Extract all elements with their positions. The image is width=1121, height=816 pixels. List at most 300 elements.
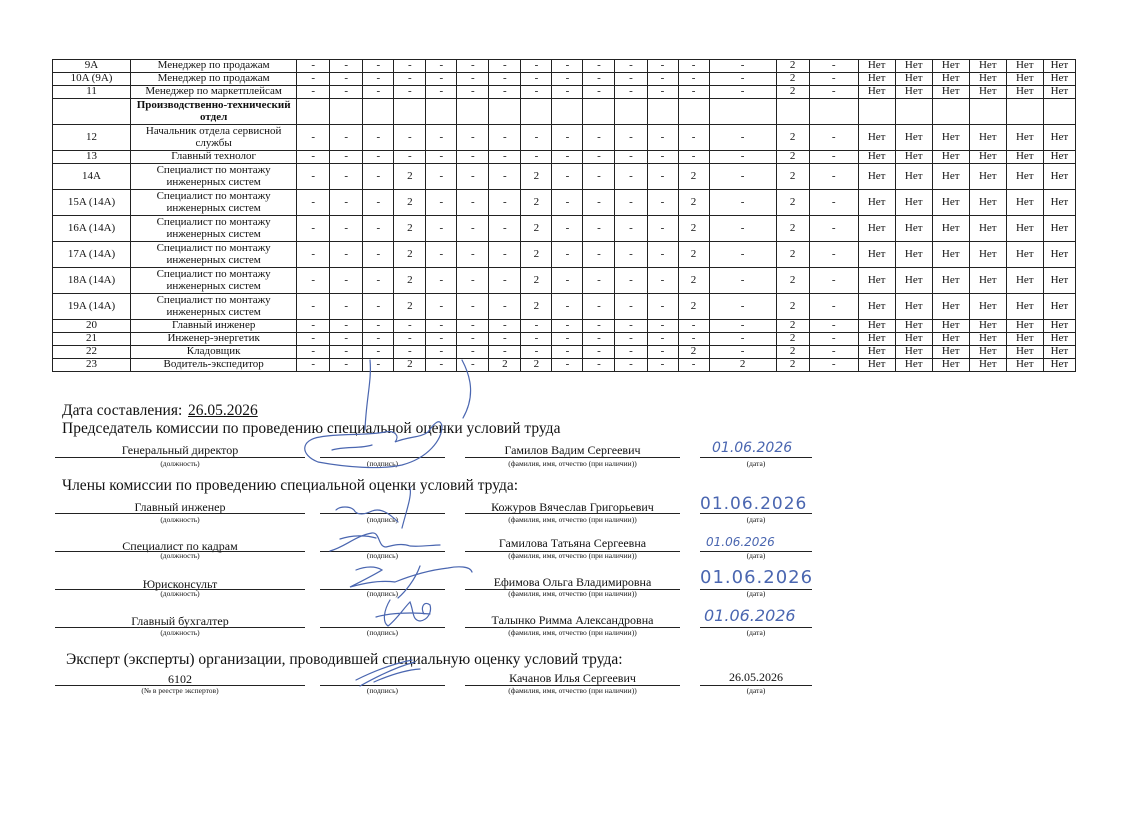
- table-cell: -: [709, 164, 776, 190]
- table-cell: -: [297, 164, 330, 190]
- table-cell: 2: [521, 359, 552, 372]
- table-cell: -: [647, 294, 678, 320]
- table-cell: Нет: [858, 73, 895, 86]
- table-cell: -: [552, 242, 583, 268]
- table-cell: Нет: [1006, 73, 1043, 86]
- member-1-name: Кожуров Вячеслав Григорьевич: [491, 500, 654, 514]
- workplace-number: 17A (14A): [53, 242, 131, 268]
- table-cell: -: [330, 346, 363, 359]
- table-cell: -: [330, 333, 363, 346]
- table-cell: -: [678, 333, 709, 346]
- table-cell: Нет: [895, 359, 932, 372]
- table-cell: Нет: [858, 86, 895, 99]
- table-cell: -: [457, 151, 489, 164]
- table-cell: 2: [678, 216, 709, 242]
- table-cell: -: [426, 320, 457, 333]
- workplace-number: 13: [53, 151, 131, 164]
- table-cell: -: [615, 86, 647, 99]
- table-cell: -: [552, 216, 583, 242]
- member-1-position: Главный инженер: [134, 500, 226, 514]
- table-cell: -: [297, 359, 330, 372]
- table-cell: -: [330, 151, 363, 164]
- workplace-number: 9A: [53, 60, 131, 73]
- table-cell: 2: [776, 346, 809, 359]
- member-2-position: Специалист по кадрам: [122, 539, 238, 553]
- table-cell: -: [809, 73, 858, 86]
- table-cell: -: [552, 190, 583, 216]
- table-cell: Нет: [932, 151, 969, 164]
- table-cell: -: [709, 86, 776, 99]
- table-cell: -: [489, 190, 521, 216]
- table-cell: -: [457, 294, 489, 320]
- table-cell: Нет: [858, 359, 895, 372]
- table-cell: -: [521, 346, 552, 359]
- table-cell: Нет: [858, 60, 895, 73]
- table-cell: -: [489, 242, 521, 268]
- table-cell: -: [709, 268, 776, 294]
- table-cell: -: [709, 320, 776, 333]
- date-value: 26.05.2026: [188, 402, 258, 419]
- table-cell: 2: [489, 359, 521, 372]
- table-cell: Нет: [895, 73, 932, 86]
- pen-stroke-signature: [365, 360, 471, 430]
- table-cell: -: [552, 320, 583, 333]
- table-cell: -: [709, 346, 776, 359]
- table-cell: Нет: [969, 294, 1006, 320]
- workplace-number: 12: [53, 125, 131, 151]
- position-caption: (должность): [160, 459, 200, 468]
- table-cell: -: [552, 333, 583, 346]
- table-cell: -: [489, 60, 521, 73]
- table-cell: -: [615, 346, 647, 359]
- table-cell: -: [426, 268, 457, 294]
- table-cell: -: [647, 268, 678, 294]
- table-cell: -: [457, 346, 489, 359]
- table-cell: -: [521, 333, 552, 346]
- table-cell: -: [809, 346, 858, 359]
- table-cell: -: [297, 333, 330, 346]
- expert-registry: 6102: [168, 672, 192, 686]
- table-cell: Нет: [969, 359, 1006, 372]
- table-cell: -: [709, 216, 776, 242]
- table-cell: -: [552, 60, 583, 73]
- table-cell: Нет: [1006, 359, 1043, 372]
- job-title: Менеджер по продажам: [131, 73, 297, 86]
- table-cell: Нет: [1043, 346, 1075, 359]
- table-cell: -: [647, 164, 678, 190]
- table-cell: -: [330, 86, 363, 99]
- table-cell: -: [552, 86, 583, 99]
- table-cell: Нет: [969, 73, 1006, 86]
- table-cell: 2: [776, 268, 809, 294]
- table-cell: -: [457, 125, 489, 151]
- table-cell: 2: [776, 190, 809, 216]
- workplace-number: 14A: [53, 164, 131, 190]
- table-cell: 2: [776, 73, 809, 86]
- table-cell: 2: [776, 151, 809, 164]
- table-cell: -: [521, 320, 552, 333]
- table-cell: Нет: [895, 320, 932, 333]
- table-cell: -: [709, 333, 776, 346]
- table-cell: 2: [678, 346, 709, 359]
- table-cell: -: [678, 60, 709, 73]
- table-cell: Нет: [932, 346, 969, 359]
- table-cell: -: [809, 164, 858, 190]
- member-3-name: Ефимова Ольга Владимировна: [493, 575, 652, 589]
- table-cell: -: [363, 242, 394, 268]
- table-cell: -: [678, 73, 709, 86]
- table-cell: Нет: [1043, 86, 1075, 99]
- table-cell: -: [297, 60, 330, 73]
- table-cell: Нет: [1006, 333, 1043, 346]
- table-cell: -: [678, 86, 709, 99]
- table-cell: -: [583, 73, 615, 86]
- table-cell: 2: [776, 242, 809, 268]
- table-cell: -: [394, 151, 426, 164]
- table-cell: Нет: [932, 333, 969, 346]
- table-cell: Нет: [1043, 294, 1075, 320]
- table-cell: -: [583, 190, 615, 216]
- table-cell: -: [363, 216, 394, 242]
- table-cell: Нет: [969, 320, 1006, 333]
- table-cell: Нет: [932, 320, 969, 333]
- table-cell: Нет: [1006, 294, 1043, 320]
- table-cell: Нет: [1006, 242, 1043, 268]
- table-cell: 2: [521, 268, 552, 294]
- table-cell: -: [678, 151, 709, 164]
- table-cell: -: [809, 151, 858, 164]
- table-cell: -: [809, 359, 858, 372]
- table-cell: -: [363, 151, 394, 164]
- table-cell: -: [615, 268, 647, 294]
- table-cell: -: [394, 320, 426, 333]
- table-cell: Нет: [932, 164, 969, 190]
- table-cell: -: [809, 190, 858, 216]
- table-cell: Нет: [895, 151, 932, 164]
- table-cell: -: [583, 359, 615, 372]
- table-cell: Нет: [1006, 190, 1043, 216]
- job-title: Главный инженер: [131, 320, 297, 333]
- table-cell: -: [394, 333, 426, 346]
- table-cell: -: [426, 359, 457, 372]
- table-cell: -: [809, 242, 858, 268]
- table-cell: 2: [394, 190, 426, 216]
- table-cell: 2: [776, 60, 809, 73]
- table-cell: Нет: [932, 125, 969, 151]
- job-title: Специалист по монтажу инженерных систем: [131, 190, 297, 216]
- table-cell: 2: [776, 294, 809, 320]
- table-cell: 2: [394, 242, 426, 268]
- table-cell: -: [297, 73, 330, 86]
- table-cell: -: [457, 164, 489, 190]
- table-cell: Нет: [895, 125, 932, 151]
- table-cell: Нет: [858, 333, 895, 346]
- table-cell: -: [426, 125, 457, 151]
- expert-date: 26.05.2026: [729, 670, 783, 684]
- table-cell: 2: [394, 164, 426, 190]
- table-cell: -: [615, 359, 647, 372]
- table-cell: -: [297, 151, 330, 164]
- table-cell: -: [709, 60, 776, 73]
- table-cell: -: [809, 125, 858, 151]
- table-cell: -: [457, 333, 489, 346]
- job-title: Кладовщик: [131, 346, 297, 359]
- table-cell: -: [709, 242, 776, 268]
- job-title: Начальник отдела сервисной службы: [131, 125, 297, 151]
- chair-name: Гамилов Вадим Сергеевич: [504, 443, 641, 457]
- table-cell: Нет: [858, 346, 895, 359]
- table-cell: -: [426, 346, 457, 359]
- table-cell: -: [297, 294, 330, 320]
- chair-handwritten-date: 01.06.2026: [712, 440, 793, 456]
- table-cell: Нет: [932, 216, 969, 242]
- table-cell: -: [709, 151, 776, 164]
- table-cell: 2: [776, 164, 809, 190]
- table-cell: -: [297, 268, 330, 294]
- table-cell: Нет: [1043, 359, 1075, 372]
- table-cell: -: [615, 333, 647, 346]
- table-cell: -: [809, 268, 858, 294]
- table-cell: Нет: [969, 242, 1006, 268]
- workplace-number: 20: [53, 320, 131, 333]
- table-cell: -: [647, 242, 678, 268]
- table-cell: Нет: [969, 86, 1006, 99]
- table-cell: Нет: [1043, 333, 1075, 346]
- table-cell: -: [426, 73, 457, 86]
- table-cell: -: [363, 320, 394, 333]
- table-cell: Нет: [932, 73, 969, 86]
- member-2-name: Гамилова Татьяна Сергеевна: [498, 536, 647, 550]
- table-cell: Нет: [1006, 268, 1043, 294]
- table-cell: -: [583, 294, 615, 320]
- table-cell: 2: [394, 359, 426, 372]
- table-cell: -: [457, 60, 489, 73]
- table-cell: 2: [521, 190, 552, 216]
- table-cell: Нет: [969, 125, 1006, 151]
- table-cell: -: [297, 242, 330, 268]
- table-cell: -: [363, 60, 394, 73]
- table-cell: -: [521, 151, 552, 164]
- table-cell: 2: [776, 359, 809, 372]
- table-cell: -: [489, 346, 521, 359]
- table-cell: -: [457, 73, 489, 86]
- table-cell: -: [363, 333, 394, 346]
- table-cell: -: [363, 268, 394, 294]
- table-cell: Нет: [932, 242, 969, 268]
- table-cell: Нет: [969, 216, 1006, 242]
- table-cell: -: [583, 346, 615, 359]
- table-cell: -: [426, 86, 457, 99]
- table-cell: -: [330, 268, 363, 294]
- table-cell: -: [489, 125, 521, 151]
- table-cell: -: [457, 268, 489, 294]
- table-cell: -: [330, 294, 363, 320]
- table-cell: -: [552, 125, 583, 151]
- table-cell: 2: [776, 216, 809, 242]
- table-cell: -: [363, 294, 394, 320]
- table-cell: -: [489, 86, 521, 99]
- table-cell: -: [809, 320, 858, 333]
- table-cell: -: [297, 86, 330, 99]
- table-cell: -: [489, 294, 521, 320]
- table-cell: -: [489, 164, 521, 190]
- table-cell: Нет: [895, 242, 932, 268]
- job-title: Специалист по монтажу инженерных систем: [131, 294, 297, 320]
- table-cell: -: [583, 125, 615, 151]
- table-cell: -: [363, 190, 394, 216]
- table-cell: -: [647, 359, 678, 372]
- job-title: Главный технолог: [131, 151, 297, 164]
- table-cell: 2: [678, 294, 709, 320]
- table-cell: -: [583, 320, 615, 333]
- table-cell: -: [394, 86, 426, 99]
- table-cell: Нет: [932, 359, 969, 372]
- table-cell: Нет: [858, 294, 895, 320]
- table-cell: -: [330, 216, 363, 242]
- table-cell: -: [521, 60, 552, 73]
- table-cell: 2: [521, 216, 552, 242]
- table-cell: 2: [678, 242, 709, 268]
- table-cell: Нет: [895, 190, 932, 216]
- table-cell: -: [678, 125, 709, 151]
- table-cell: -: [297, 216, 330, 242]
- table-cell: Нет: [895, 333, 932, 346]
- table-cell: -: [647, 151, 678, 164]
- name-caption: (фамилия, имя, отчество (при наличии)): [508, 459, 637, 468]
- table-cell: -: [809, 294, 858, 320]
- table-cell: -: [615, 73, 647, 86]
- job-title: Менеджер по маркетплейсам: [131, 86, 297, 99]
- workplace-number: 11: [53, 86, 131, 99]
- table-cell: -: [552, 359, 583, 372]
- table-cell: -: [394, 60, 426, 73]
- table-cell: -: [330, 60, 363, 73]
- table-cell: -: [615, 242, 647, 268]
- table-cell: Нет: [895, 346, 932, 359]
- table-cell: -: [363, 346, 394, 359]
- table-cell: -: [583, 151, 615, 164]
- table-cell: -: [426, 164, 457, 190]
- table-cell: -: [583, 333, 615, 346]
- table-cell: -: [330, 73, 363, 86]
- member-1-signature: [336, 488, 410, 528]
- table-cell: -: [363, 164, 394, 190]
- date-label: Дата составления:: [62, 402, 183, 419]
- table-cell: -: [457, 216, 489, 242]
- table-cell: -: [583, 268, 615, 294]
- table-cell: -: [521, 125, 552, 151]
- member-2-handwritten-date: 01.06.2026: [706, 535, 775, 549]
- table-cell: Нет: [858, 151, 895, 164]
- expert-name: Качанов Илья Сергеевич: [509, 671, 636, 685]
- table-cell: -: [809, 333, 858, 346]
- table-cell: Нет: [1043, 125, 1075, 151]
- table-cell: -: [583, 242, 615, 268]
- table-cell: Нет: [1006, 320, 1043, 333]
- table-cell: -: [521, 73, 552, 86]
- table-cell: 2: [776, 320, 809, 333]
- table-cell: Нет: [895, 294, 932, 320]
- table-cell: -: [615, 60, 647, 73]
- table-cell: -: [615, 294, 647, 320]
- table-cell: Нет: [969, 190, 1006, 216]
- table-cell: Нет: [1043, 60, 1075, 73]
- date-caption: (дата): [746, 459, 766, 468]
- table-cell: Нет: [858, 216, 895, 242]
- table-cell: -: [489, 216, 521, 242]
- table-cell: Нет: [1006, 216, 1043, 242]
- table-cell: 2: [521, 294, 552, 320]
- table-cell: Нет: [1043, 268, 1075, 294]
- table-cell: Нет: [1006, 151, 1043, 164]
- table-cell: -: [809, 86, 858, 99]
- member-3-position: Юрисконсульт: [142, 577, 218, 591]
- table-cell: -: [709, 73, 776, 86]
- workplace-number: 16A (14A): [53, 216, 131, 242]
- table-cell: -: [615, 216, 647, 242]
- table-cell: -: [489, 268, 521, 294]
- table-cell: 2: [678, 164, 709, 190]
- table-cell: Нет: [1043, 216, 1075, 242]
- table-cell: 2: [394, 268, 426, 294]
- table-cell: -: [647, 346, 678, 359]
- table-cell: Нет: [1043, 73, 1075, 86]
- job-title: Водитель-экспедитор: [131, 359, 297, 372]
- table-cell: -: [363, 86, 394, 99]
- table-cell: Нет: [858, 125, 895, 151]
- table-cell: 2: [776, 125, 809, 151]
- table-cell: Нет: [858, 164, 895, 190]
- table-cell: 2: [394, 216, 426, 242]
- table-cell: -: [583, 216, 615, 242]
- table-cell: -: [647, 320, 678, 333]
- table-cell: Нет: [932, 268, 969, 294]
- table-cell: -: [709, 125, 776, 151]
- registry-caption: (№ в реестре экспертов): [141, 686, 219, 695]
- table-cell: -: [552, 346, 583, 359]
- member-2-signature: [330, 533, 440, 551]
- table-cell: Нет: [858, 268, 895, 294]
- table-cell: Нет: [1043, 164, 1075, 190]
- table-cell: Нет: [895, 86, 932, 99]
- table-cell: -: [615, 125, 647, 151]
- table-cell: -: [709, 294, 776, 320]
- table-cell: -: [552, 268, 583, 294]
- table-cell: -: [457, 242, 489, 268]
- table-cell: Нет: [969, 333, 1006, 346]
- table-cell: -: [363, 125, 394, 151]
- table-cell: -: [489, 73, 521, 86]
- table-cell: Нет: [1043, 242, 1075, 268]
- table-cell: -: [583, 60, 615, 73]
- table-cell: 2: [678, 268, 709, 294]
- table-cell: 2: [521, 164, 552, 190]
- table-cell: 2: [709, 359, 776, 372]
- table-cell: -: [394, 346, 426, 359]
- table-cell: -: [297, 346, 330, 359]
- table-cell: Нет: [932, 86, 969, 99]
- table-cell: -: [552, 151, 583, 164]
- member-3-signature: [350, 566, 472, 598]
- table-cell: -: [647, 73, 678, 86]
- member-4-signature: [376, 600, 431, 626]
- table-cell: -: [678, 359, 709, 372]
- table-cell: -: [330, 190, 363, 216]
- table-cell: -: [647, 125, 678, 151]
- table-cell: Нет: [858, 190, 895, 216]
- table-cell: -: [552, 164, 583, 190]
- table-cell: -: [489, 333, 521, 346]
